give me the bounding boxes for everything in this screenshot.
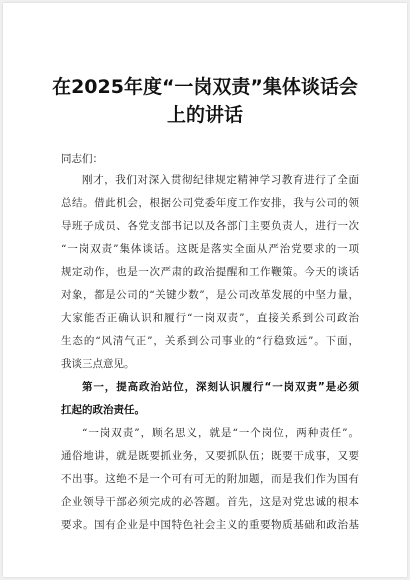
document-page (3, 3, 407, 577)
section-heading-line: 扛起的政治责任。 (61, 404, 145, 416)
paragraph-line: 规定动作，也是一次严肃的政治提醒和工作鞭策。今天的谈话 (61, 266, 359, 278)
paragraph-line: 不出事。这绝不是一个可有可无的附加题，而是我们作为国有 (61, 473, 359, 485)
paragraph-line: 要求。国有企业是中国特色社会主义的重要物质基础和政治基 (61, 519, 359, 531)
section-heading-line: 第一，提高政治站位，深刻认识履行“一岗双责”是必须 (82, 381, 359, 393)
paragraph-line: 刚才，我们对深入贯彻纪律规定精神学习教育进行了全面 (82, 174, 359, 186)
paragraph-line: 我谈三点意见。 (61, 358, 135, 370)
paragraph-line: “一岗双责”集体谈话。这既是落实全面从严治党要求的一项 (61, 243, 359, 255)
paragraph-line: 导班子成员、各党支部书记以及各部门主要负责人，进行一次 (61, 220, 359, 232)
paragraph-line: 对象，都是公司的“关键少数”，是公司改革发展的中坚力量， (61, 289, 359, 301)
paragraph-line: 通俗地讲，就是既要抓业务，又要抓队伍；既要干成事，又要 (61, 450, 359, 462)
greeting: 同志们： (61, 153, 103, 165)
paragraph-line: 总结。借此机会，根据公司党委年度工作安排，我与公司的领 (61, 197, 359, 209)
paragraph-line: 生态的“风清气正”，关系到公司事业的“行稳致远”。下面， (61, 335, 359, 347)
paragraph-line: “一岗双责”，顾名思义，就是“一个岗位，两种责任”。 (82, 427, 359, 439)
paragraph-line: 企业领导干部必须完成的必答题。首先，这是对党忠诚的根本 (61, 496, 359, 508)
paragraph-line: 大家能否正确认识和履行“一岗双责”，直接关系到公司政治 (61, 312, 359, 324)
document-title (43, 73, 367, 129)
title-line-1: 在2025年度“一岗双责”集体谈话会 (52, 76, 358, 98)
title-line-2: 上的讲话 (166, 104, 243, 126)
